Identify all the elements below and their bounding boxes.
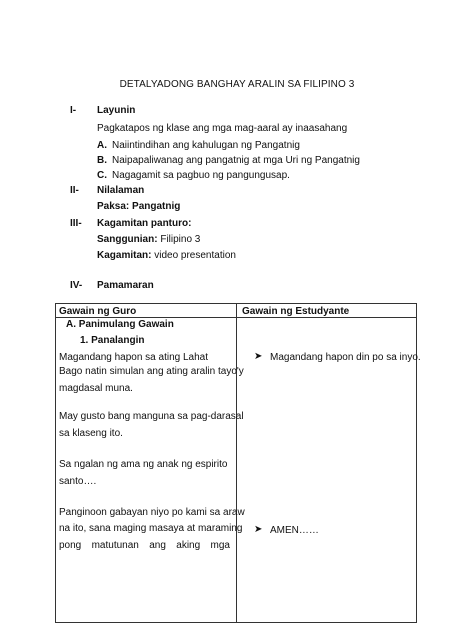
sanggunian-value: Filipino 3 bbox=[157, 234, 201, 245]
kagamitan-label: Kagamitan: bbox=[97, 250, 152, 261]
table-header-estudyante: Gawain ng Estudyante bbox=[242, 306, 350, 317]
sanggunian-label: Sanggunian: bbox=[97, 234, 158, 245]
section-number-2: II- bbox=[70, 185, 79, 196]
section-heading-pamamaran: Pamamaran bbox=[97, 280, 154, 291]
section-heading-kagamitan: Kagamitan panturo: bbox=[97, 218, 192, 229]
objective-text-c: Nagagamit sa pagbuo ng pangungusap. bbox=[112, 170, 290, 181]
arrow-bullet-icon: ➤ bbox=[254, 351, 263, 362]
guro-line-5: sa klaseng ito. bbox=[59, 428, 123, 439]
table-column-divider bbox=[236, 304, 237, 622]
section-number-3: III- bbox=[70, 218, 82, 229]
arrow-bullet-icon: ➤ bbox=[254, 524, 263, 535]
objective-text-a: Naiintindihan ang kahulugan ng Pangatnig bbox=[112, 140, 300, 151]
guro-line-10: pong matutunan ang aking mga bbox=[59, 540, 230, 551]
guro-line-7: santo…. bbox=[59, 476, 97, 487]
sanggunian-line bbox=[97, 234, 200, 245]
paksa-line: Paksa: Pangatnig bbox=[97, 201, 181, 212]
guro-line-8: Panginoon gabayan niyo po kami sa araw bbox=[59, 507, 245, 518]
guro-line-4: May gusto bang manguna sa pag-darasal bbox=[59, 411, 244, 422]
lesson-table bbox=[55, 303, 421, 623]
estudyante-line-2: AMEN…… bbox=[270, 525, 319, 536]
objective-letter-b: B. bbox=[97, 155, 107, 166]
table-header-guro: Gawain ng Guro bbox=[59, 306, 137, 317]
guro-line-9: na ito, sana maging masaya at maraming bbox=[59, 523, 243, 534]
subheading-panimulang-gawain: A. Panimulang Gawain bbox=[66, 319, 174, 330]
section-heading-layunin: Layunin bbox=[97, 105, 136, 116]
section-number-1: I- bbox=[70, 105, 77, 116]
objective-letter-c: C. bbox=[97, 170, 107, 181]
guro-line-3: magdasal muna. bbox=[59, 383, 133, 394]
subheading-panalangin: 1. Panalangin bbox=[80, 335, 145, 346]
objective-letter-a: A. bbox=[97, 140, 107, 151]
kagamitan-line bbox=[97, 250, 236, 261]
guro-line-2: Bago natin simulan ang ating aralin tayo'y bbox=[59, 366, 244, 377]
section-heading-nilalaman: Nilalaman bbox=[97, 185, 145, 196]
page-title: DETALYADONG BANGHAY ARALIN SA FILIPINO 3 bbox=[119, 79, 355, 90]
layunin-intro: Pagkatapos ng klase ang mga mag-aaral ay inaasahang bbox=[97, 123, 348, 134]
section-number-4: IV- bbox=[70, 280, 83, 291]
estudyante-line-1: Magandang hapon din po sa inyo. bbox=[270, 352, 421, 363]
guro-line-1: Magandang hapon sa ating Lahat bbox=[59, 352, 209, 363]
kagamitan-value: video presentation bbox=[151, 250, 236, 261]
objective-text-b: Naipapaliwanag ang pangatnig at mga Uri ng Pangatnig bbox=[112, 155, 360, 166]
guro-line-6: Sa ngalan ng ama ng anak ng espirito bbox=[59, 459, 228, 470]
